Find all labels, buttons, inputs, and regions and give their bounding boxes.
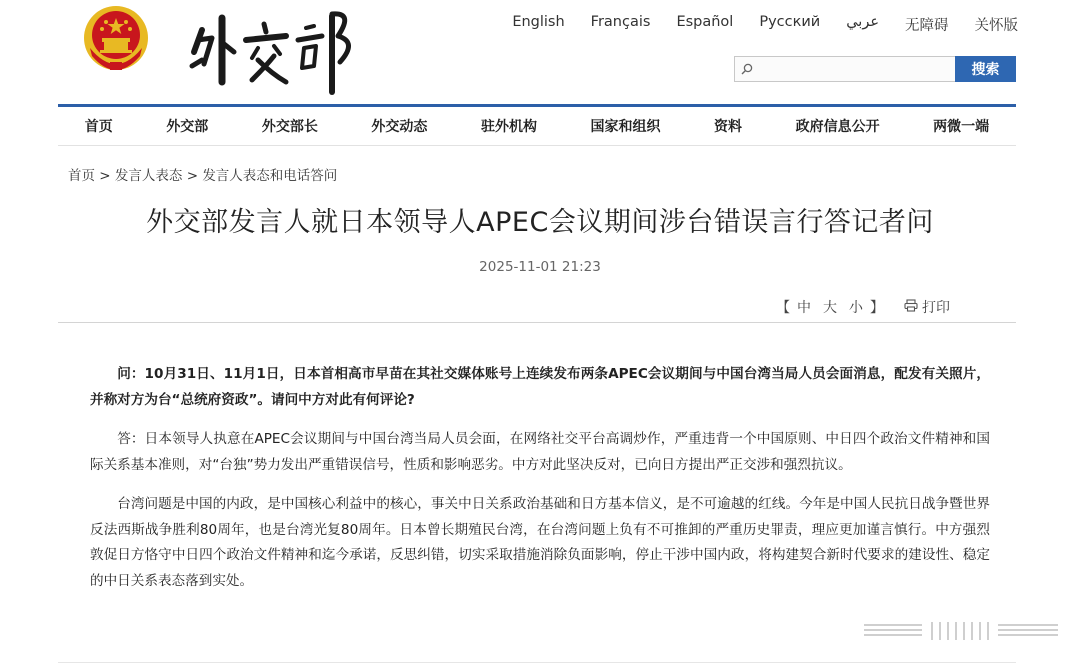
nav-item-diplomatic-news[interactable]: 外交动态 — [371, 119, 428, 135]
lang-arabic[interactable]: عربي — [846, 14, 879, 30]
nav-item-minister[interactable]: 外交部长 — [261, 119, 318, 135]
article-date: 2025-11-01 21:23 — [479, 259, 601, 275]
article-body — [90, 362, 990, 608]
font-size-small[interactable]: 小 — [849, 300, 865, 316]
article-title: 外交部发言人就日本领导人APEC会议期间涉台错误言行答记者问 — [146, 207, 934, 238]
lang-spanish[interactable]: Español — [676, 14, 734, 30]
elder-care-mode-link[interactable]: 关怀版 — [974, 18, 1018, 34]
nav-item-gov-info[interactable]: 政府信息公开 — [795, 119, 880, 135]
bracket-close: 】 — [870, 300, 886, 316]
breadcrumb-home[interactable]: 首页 — [68, 168, 95, 184]
lang-russian[interactable]: Русский — [759, 14, 821, 30]
print-label: 打印 — [922, 300, 950, 316]
article-paragraph-question: 问：10月31日、11月1日，日本首相高市早苗在其社交媒体账号上连续发布两条APEC会议期间与中国台湾当局人员会面消息，配发有关照片，并称对方为台“总统府资政”。请问中方对此有何评论? — [90, 366, 990, 408]
nav-item-social-media[interactable]: 两微一端 — [933, 119, 990, 135]
ministry-calligraphy-logo[interactable] — [188, 8, 368, 96]
watermark-strokes — [862, 620, 1062, 642]
print-button[interactable] — [904, 297, 950, 317]
article-paragraph-answer: 答：日本领导人执意在APEC会议期间与中国台湾当局人员会面，在网络社交平台高调炒作，严重违背一个中国原则、中日四个政治文件精神和国际关系基本准则，对“台独”势力发出严重错误信号，性质和影响恶劣。中方对此坚决反对，已向日方提出严正交涉和强烈抗议。 — [90, 431, 990, 473]
lang-english[interactable]: English — [512, 14, 565, 30]
lang-french[interactable]: Français — [590, 14, 651, 30]
breadcrumb-current[interactable]: 发言人表态和电话答问 — [202, 168, 338, 184]
nav-item-missions-abroad[interactable]: 驻外机构 — [480, 119, 537, 135]
printer-icon — [904, 299, 918, 316]
main-nav — [58, 107, 1016, 145]
language-switcher — [512, 14, 1018, 35]
nav-item-ministry[interactable]: 外交部 — [166, 119, 209, 135]
bracket-open: 【 — [776, 300, 792, 316]
breadcrumb-separator: > — [99, 168, 111, 184]
font-size-large[interactable]: 大 — [823, 300, 839, 316]
nav-bottom-rule — [58, 145, 1016, 146]
page-bottom-rule — [58, 662, 1016, 663]
breadcrumb — [68, 164, 337, 184]
nav-item-countries[interactable]: 国家和组织 — [590, 119, 661, 135]
breadcrumb-spokesperson[interactable]: 发言人表态 — [114, 168, 183, 184]
search-input[interactable] — [753, 61, 955, 77]
search-bar — [734, 56, 1016, 82]
search-button[interactable]: 搜索 — [955, 56, 1016, 82]
search-icon — [741, 60, 753, 79]
font-size-controls — [776, 297, 886, 317]
nav-item-home[interactable]: 首页 — [84, 119, 113, 135]
nav-item-resources[interactable]: 资料 — [714, 119, 743, 135]
content-divider — [58, 322, 1016, 323]
national-emblem-icon[interactable] — [82, 4, 150, 76]
font-size-medium[interactable]: 中 — [797, 300, 813, 316]
accessibility-link[interactable]: 无障碍 — [905, 18, 949, 34]
breadcrumb-separator: > — [186, 168, 199, 184]
search-field-container — [734, 56, 955, 82]
article-paragraph-answer: 台湾问题是中国的内政，是中国核心利益中的核心，事关中日关系政治基础和日方基本信义，是不可逾越的红线。今年是中国人民抗日战争暨世界反法西斯战争胜利80周年，也是台湾光复80周年。日本曾长期殖民台湾，在台湾问题上负有不可推卸的严重历史罪责，理应更加谨言慎行。中方强烈敦促日方恪守中日四个政治文件精神和迄今承诺，反思纠错，切实采取措施消除负面影响，停止干涉中国内政，将构建契合新时代要求的建设性、稳定的中日关系表态落到实处。 — [90, 496, 990, 589]
